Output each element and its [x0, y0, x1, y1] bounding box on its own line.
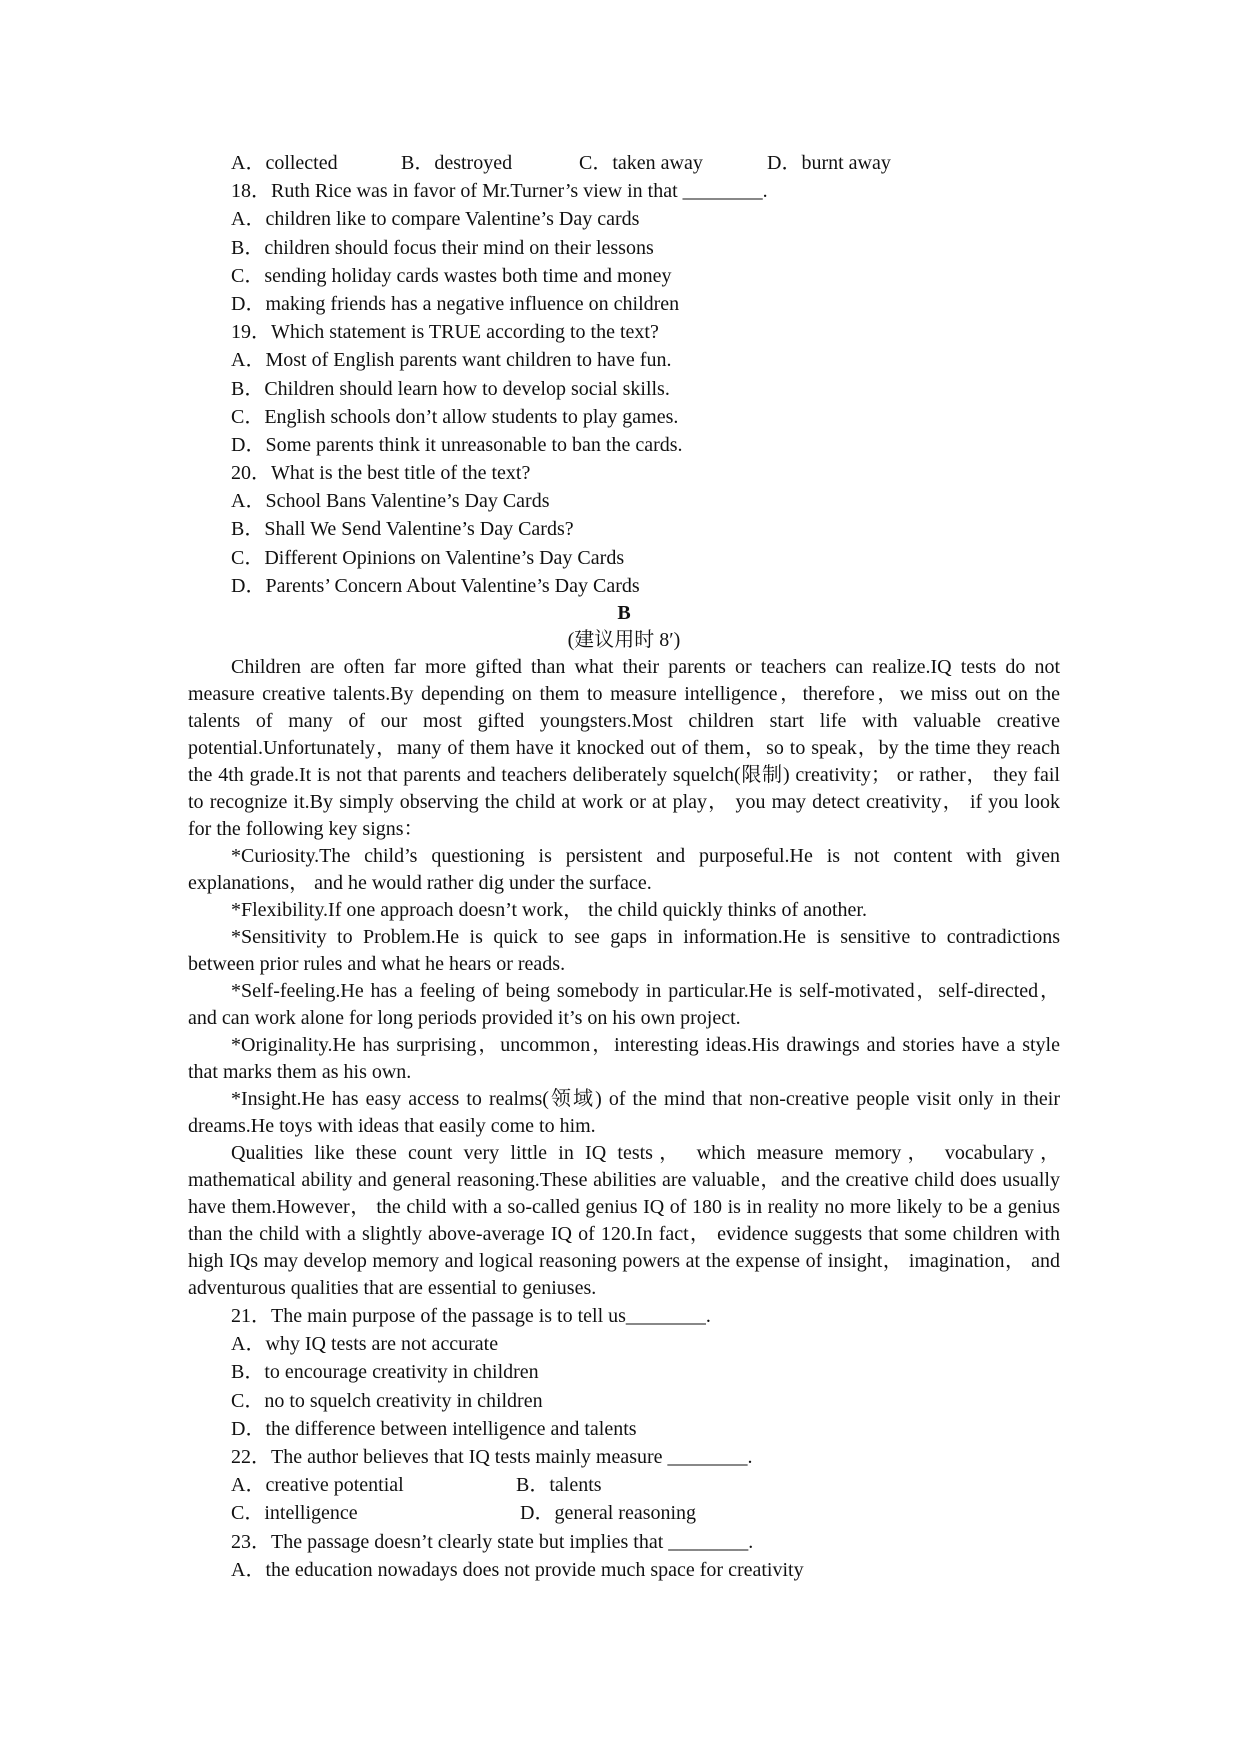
q23-option-a: A．the education nowadays does not provide much space for creativity — [231, 1558, 804, 1581]
q19-option-d: D．Some parents think it unreasonable to ban the cards. — [231, 433, 683, 456]
passage-paragraph-flexibility: *Flexibility.If one approach doesn’t work， the child quickly thinks of another. — [231, 899, 867, 921]
passage-paragraph-qualities: Qualities like these count very little in IQ tests， which measure memory， vocabulary，mathematical ability and general reasoning.These abilities are valuable，and the creative child does usually have them.However， the child with a so-called genius IQ of 180 is in reality no more likely to be a genius than the child with a slightly above-average IQ of 120.In fact， evidence suggests that some children with high IQs may develop memory and logical reasoning powers at the expense of insight， imagination， and adventurous qualities that are essential to geniuses. — [188, 1142, 1060, 1299]
q17-option-d: D．burnt away — [767, 152, 891, 174]
q21-option-d: D．the difference between intelligence and talents — [231, 1417, 637, 1440]
q23-stem: 23．The passage doesn’t clearly state but implies that ________. — [231, 1530, 754, 1553]
section-heading: B — [617, 602, 631, 624]
q19-stem: 19．Which statement is TRUE according to the text? — [231, 321, 659, 344]
q19-option-b: B．Children should learn how to develop social skills. — [231, 377, 670, 400]
q22-options-row2 — [188, 1499, 1060, 1527]
passage-paragraph-originality: *Originality.He has surprising，uncommon，interesting ideas.His drawings and stories have a style that marks them as his own. — [188, 1034, 1060, 1083]
q20-option-d: D．Parents’ Concern About Valentine’s Day Cards — [231, 574, 640, 597]
page-content — [188, 149, 1060, 1584]
passage-paragraph-curiosity: *Curiosity.The child’s questioning is persistent and purposeful.He is not content with given explanations， and he would rather dig under the surface. — [188, 845, 1060, 894]
q21-stem: 21．The main purpose of the passage is to tell us________. — [231, 1305, 711, 1327]
q22-option-c: C．intelligence — [231, 1502, 358, 1525]
q22-option-a: A．creative potential — [231, 1474, 404, 1497]
q18-stem: 18．Ruth Rice was in favor of Mr.Turner’s view in that ________. — [231, 180, 768, 203]
q20-option-a: A．School Bans Valentine’s Day Cards — [231, 490, 550, 513]
passage-paragraph-self-feeling: *Self-feeling.He has a feeling of being somebody in particular.He is self-motivated，self-directed， and can work alone for long periods provided it’s on his own project. — [188, 980, 1060, 1029]
section-time-note: (建议用时 8′) — [567, 629, 681, 651]
q18-option-d: D．making friends has a negative influence on children — [231, 292, 680, 315]
q22-options-row1 — [188, 1471, 1060, 1499]
q18-option-b: B．children should focus their mind on their lessons — [231, 236, 654, 259]
passage-paragraph-sensitivity: *Sensitivity to Problem.He is quick to see gaps in information.He is sensitive to contradictions between prior rules and what he hears or reads. — [188, 926, 1060, 975]
q22-option-b: B．talents — [516, 1474, 602, 1497]
q21-option-a: A．why IQ tests are not accurate — [231, 1333, 499, 1356]
q17-option-a: A．collected — [231, 152, 338, 174]
q19-option-a: A．Most of English parents want children to have fun. — [231, 349, 672, 372]
q17-option-c: C．taken away — [579, 152, 703, 174]
q20-option-c: C．Different Opinions on Valentine’s Day Cards — [231, 546, 625, 569]
q17-options — [188, 149, 1060, 177]
q21-option-b: B．to encourage creativity in children — [231, 1361, 539, 1384]
q18-option-c: C．sending holiday cards wastes both time and money — [231, 264, 672, 287]
q20-stem: 20．What is the best title of the text? — [231, 462, 531, 485]
q17-option-b: B．destroyed — [401, 152, 513, 174]
q21-option-c: C．no to squelch creativity in children — [231, 1389, 543, 1412]
q18-option-a: A．children like to compare Valentine’s Day cards — [231, 208, 640, 231]
q20-option-b: B．Shall We Send Valentine’s Day Cards? — [231, 518, 574, 541]
q22-stem: 22．The author believes that IQ tests mainly measure ________. — [231, 1445, 753, 1468]
reading-passage — [188, 654, 1060, 1302]
q19-option-c: C．English schools don’t allow students to play games. — [231, 405, 679, 428]
passage-paragraph-insight: *Insight.He has easy access to realms(领域) of the mind that non-creative people visit only in their dreams.He toys with ideas that easily come to him. — [188, 1088, 1060, 1137]
q22-option-d: D．general reasoning — [520, 1502, 697, 1525]
passage-paragraph-intro: Children are often far more gifted than what their parents or teachers can realize.IQ tests do not measure creative talents.By depending on them to measure intelligence，therefore，we miss out on the talents of many of our most gifted youngsters.Most children start life with valuable creative potential.Unfortunately，many of them have it knocked out of them，so to speak，by the time they reach the 4th grade.It is not that parents and teachers deliberately squelch(限制) creativity； or rather， they fail to recognize it.By simply observing the child at work or at play， you may detect creativity， if you look for the following key signs： — [188, 656, 1060, 840]
